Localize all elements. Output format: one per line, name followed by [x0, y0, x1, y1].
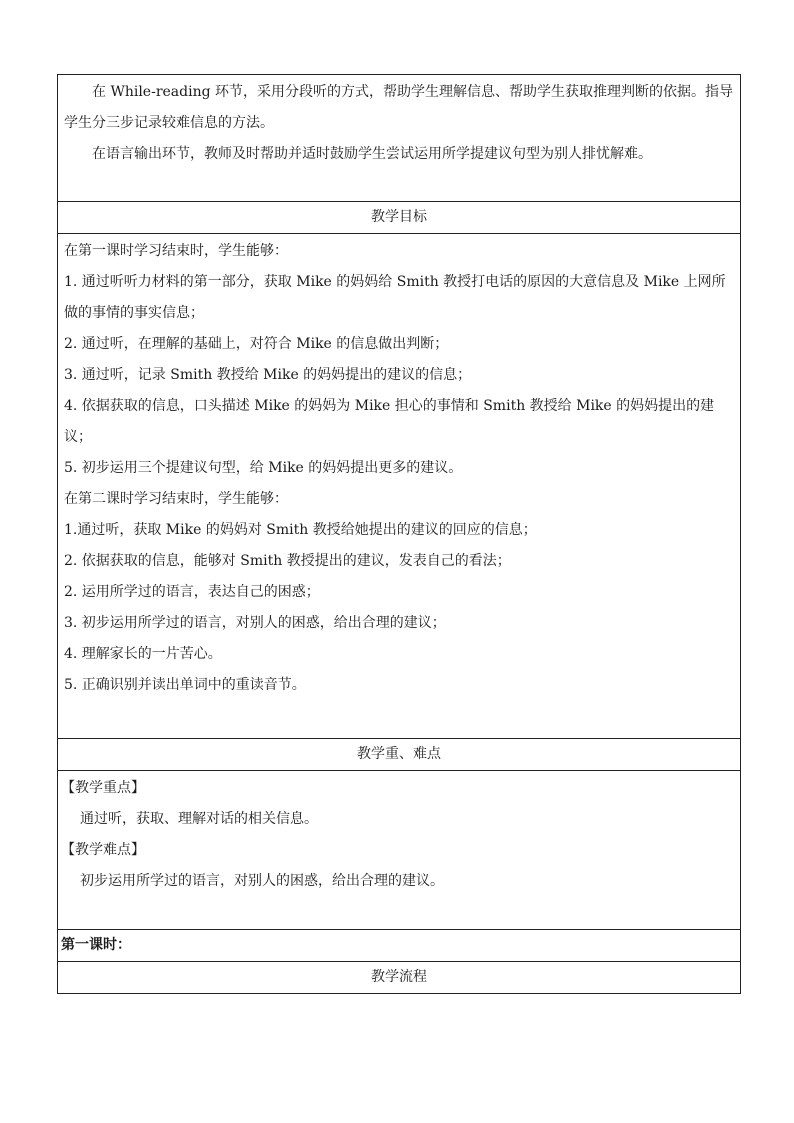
objective-item: 2. 运用所学过的语言，表达自己的困惑； [64, 584, 320, 600]
objectives-row [58, 234, 741, 739]
objectives-heading: 教学目标 [58, 202, 741, 234]
lesson-plan-table [57, 74, 741, 994]
objective-item: 4. 依据获取的信息，口头描述 Mike 的妈妈为 Mike 担心的事情和 Smith 教授给 Mike 的妈妈提出的建议； [64, 398, 715, 445]
focus-title: 【教学重点】 [61, 780, 145, 796]
objective-item: 4. 理解家长的一片苦心。 [64, 646, 222, 662]
objectives-cell [58, 234, 741, 739]
difficulty-title: 【教学难点】 [61, 842, 145, 858]
process-heading: 教学流程 [58, 962, 741, 994]
objective-item: 1. 通过听听力材料的第一部分，获取 Mike 的妈妈给 Smith 教授打电话的原因的大意信息及 Mike 上网所做的事情的事实信息； [64, 274, 726, 321]
objective-item: 5. 初步运用三个提建议句型，给 Mike 的妈妈提出更多的建议。 [64, 460, 463, 476]
lesson1-intro: 在第一课时学习结束时，学生能够： [64, 243, 288, 259]
objective-item: 2. 依据获取的信息，能够对 Smith 教授提出的建议，发表自己的看法； [64, 553, 511, 569]
lesson2-intro: 在第二课时学习结束时，学生能够： [64, 491, 288, 507]
lesson-label-row [58, 930, 741, 962]
objective-item: 1.通过听，获取 Mike 的妈妈对 Smith 教授给她提出的建议的回应的信息； [64, 522, 537, 538]
objectives-heading-row [58, 202, 741, 234]
key-points-row [58, 771, 741, 930]
key-points-heading: 教学重、难点 [58, 739, 741, 771]
intro-paragraph: 在 While-reading 环节，采用分段听的方式，帮助学生理解信息、帮助学生获取推理判断的依据。指导学生分三步记录较难信息的方法。 [64, 84, 734, 131]
key-points-cell [58, 771, 741, 930]
intro-paragraph: 在语言输出环节，教师及时帮助并适时鼓励学生尝试运用所学提建议句型为别人排忧解难。 [92, 146, 652, 162]
process-heading-row [58, 962, 741, 994]
intro-row [58, 75, 741, 202]
objective-item: 3. 通过听，记录 Smith 教授给 Mike 的妈妈提出的建议的信息； [64, 367, 472, 383]
objective-item: 3. 初步运用所学过的语言，对别人的困惑，给出合理的建议； [64, 615, 446, 631]
key-points-heading-row [58, 739, 741, 771]
intro-cell [58, 75, 741, 202]
difficulty-text: 初步运用所学过的语言，对别人的困惑，给出合理的建议。 [80, 873, 444, 889]
objective-item: 2. 通过听，在理解的基础上，对符合 Mike 的信息做出判断； [64, 336, 449, 352]
lesson-label: 第一课时： [58, 930, 741, 962]
objective-item: 5. 正确识别并读出单词中的重读音节。 [64, 677, 306, 693]
focus-text: 通过听，获取、理解对话的相关信息。 [80, 811, 318, 827]
